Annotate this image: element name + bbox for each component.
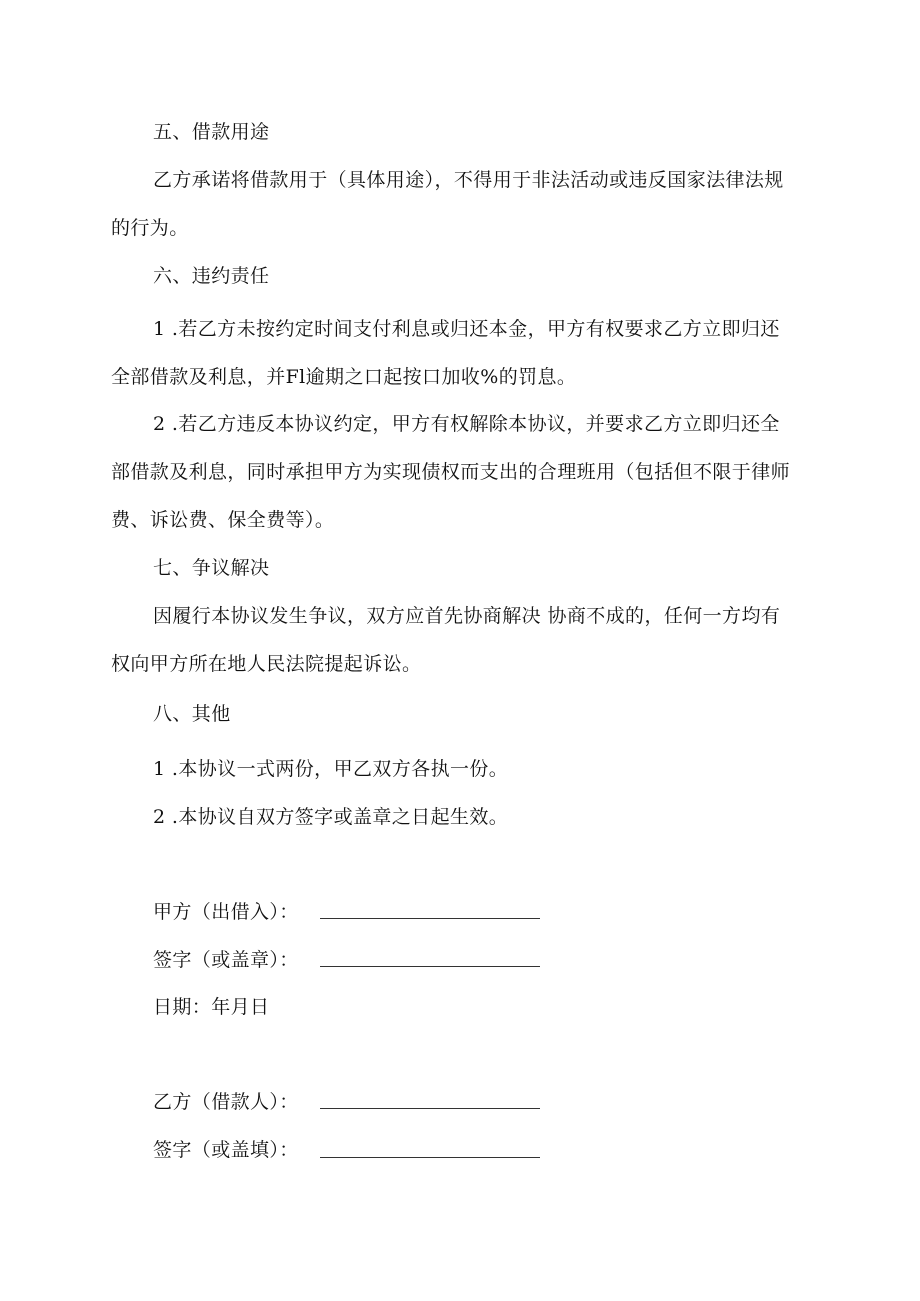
party-a-signature-line[interactable] <box>320 918 540 919</box>
section-7-heading: 七、争议解决 <box>153 557 270 579</box>
party-a-label: 甲方（出借入）： <box>153 901 299 923</box>
section-6-item-1-line-1: 1 .若乙方未按约定时间支付利息或归还本金，甲方有权要求乙方立即归还 <box>153 318 780 340</box>
section-7-text-line-2: 权向甲方所在地人民法院提起诉讼。 <box>111 653 422 675</box>
party-a-seal-line[interactable] <box>320 966 540 967</box>
section-5-text-line-1: 乙方承诺将借款用于（具体用途），不得用于非法活动或违反国家法律法规 <box>153 169 784 191</box>
party-a-sign-label: 签字（或盖章）： <box>153 949 299 971</box>
section-8-item-1: 1 .本协议一式两份，甲乙双方各执一份。 <box>153 758 509 780</box>
party-b-label: 乙方（借款人）： <box>153 1091 299 1113</box>
section-5-heading: 五、借款用途 <box>153 121 270 143</box>
section-8-item-2: 2 .本协议自双方签字或盖章之日起生效。 <box>153 806 509 828</box>
party-b-signature-line[interactable] <box>320 1108 540 1109</box>
section-8-heading: 八、其他 <box>153 703 231 725</box>
party-a-date-label: 日期：年月日 <box>153 996 270 1018</box>
section-6-item-1-line-2: 全部借款及利息，并Fl逾期之口起按口加收%的罚息。 <box>111 366 577 388</box>
section-6-item-2-line-1: 2 .若乙方违反本协议约定，甲方有权解除本协议，并要求乙方立即归还全 <box>153 413 780 435</box>
section-6-item-2-line-3: 费、诉讼费、保全费等）。 <box>111 509 335 531</box>
section-5-text-line-2: 的行为。 <box>111 217 189 239</box>
section-6-item-2-line-2: 部借款及利息，同时承担甲方为实现债权而支出的合理班用（包括但不限于律师 <box>111 461 791 483</box>
section-6-heading: 六、违约责任 <box>153 265 270 287</box>
section-7-text-line-1: 因履行本协议发生争议，双方应首先协商解决 协商不成的，任何一方均有 <box>153 605 781 627</box>
party-b-seal-line[interactable] <box>320 1157 540 1158</box>
party-b-sign-label: 签字（或盖填）： <box>153 1139 299 1161</box>
